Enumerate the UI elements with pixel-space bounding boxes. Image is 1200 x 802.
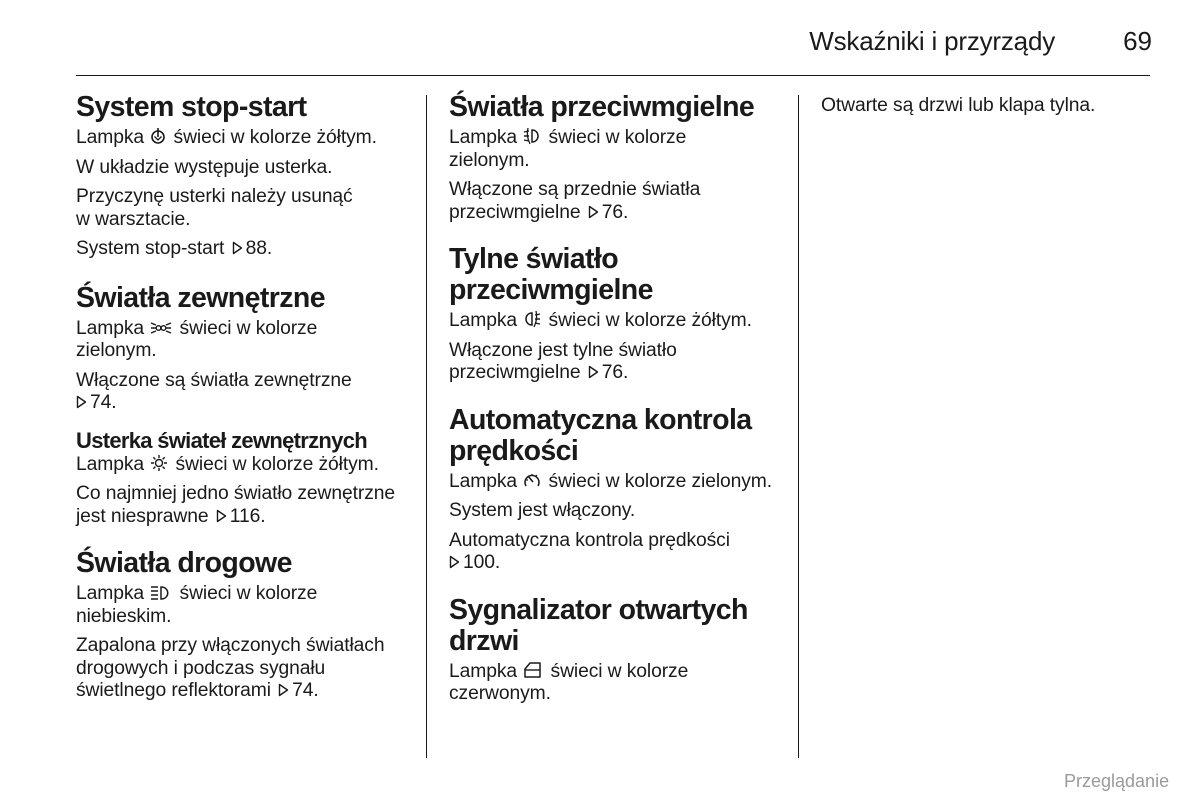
reference-arrow-icon [232,241,243,255]
open-door-icon [523,661,543,679]
section-title: Światła drogowe [76,547,292,579]
bulb-fault-icon [150,454,168,472]
section-exterior-lights [76,283,416,415]
reference-arrow-icon [588,205,599,219]
column-divider [426,95,427,758]
text: świetlnego reflektorami [76,680,271,701]
reference-arrow-icon [449,555,460,569]
paragraph [449,471,789,494]
text: Przyczynę usterki należy usunąć [76,186,353,207]
title-line: Automatyczna kontrola [449,403,752,436]
text: przeciwmgielne [449,362,581,383]
title-line: przeciwmgielne [449,274,653,306]
text: drogowych i podczas sygnału [76,657,326,679]
paragraph [449,310,789,333]
page-reference-link[interactable]: 88. [245,238,273,259]
text: przeciwmgielne [449,201,581,223]
paragraph: System jest włączony. [449,500,636,521]
title-line: Sygnalizator otwartych [449,593,748,626]
title-line: prędkości [449,434,579,467]
text: Lampka [449,127,517,148]
section-rear-fog-light [449,244,789,385]
paragraph [76,454,416,477]
section-title [449,244,789,306]
text: Zapalona przy włączonych światłach [76,635,385,656]
reference-arrow-icon [216,509,227,523]
text: Automatyczna kontrola prędkości [449,529,730,551]
paragraph [76,583,416,628]
text: w warsztacie. [76,208,191,230]
paragraph [76,370,416,415]
text: zielonym. [449,149,530,171]
rear-fog-icon [523,310,541,328]
section-title [449,405,789,467]
section-title: System stop-start [76,91,307,123]
paragraph [76,318,416,363]
paragraph [449,179,789,224]
text: Lampka [449,310,517,331]
text: świeci w kolorze [550,660,689,682]
paragraph [76,186,416,231]
text: zielonym. [76,340,157,361]
section-cruise-control [449,405,789,575]
column-2 [449,92,789,731]
column-3 [821,95,1151,125]
reference-arrow-icon [76,395,87,409]
page-number: 69 [1123,26,1152,56]
text: Lampka [76,453,144,475]
front-fog-icon [523,127,541,145]
section-title [449,595,789,657]
cruise-control-icon [523,471,541,489]
text: Co najmniej jedno światło zewnętrzne [76,483,395,504]
page-reference-link[interactable]: 116. [229,505,266,527]
text: świeci w kolorze żółtym. [175,453,379,475]
stop-start-icon [150,127,166,145]
text: świeci w kolorze żółtym. [173,127,377,148]
paragraph [449,340,789,385]
text: Włączone jest tylne światło [449,339,677,361]
title-line: Tylne światło [449,243,619,275]
paragraph [76,127,416,150]
text: niebieskim. [76,605,172,627]
paragraph [449,661,789,706]
text: jest niesprawne [76,505,209,527]
text: Włączone są przednie światła [449,179,701,200]
section-high-beam [76,548,416,703]
text: świeci w kolorze [179,317,318,339]
text: Lampka [449,470,517,492]
text: świeci w kolorze żółtym. [548,310,752,331]
browse-link[interactable]: Przeglądanie [1064,771,1170,791]
reference-arrow-icon [278,683,289,697]
paragraph [449,127,789,172]
subsection-title: Usterka świateł zewnętrznych [76,427,367,453]
text: Lampka [76,317,144,339]
column-1 [76,92,416,728]
section-exterior-light-fault [76,428,416,529]
page-reference-link[interactable]: 74. [292,680,319,701]
header-rule [76,75,1150,76]
text: Lampka [76,127,144,148]
section-door-open [449,595,789,706]
page-reference-link[interactable]: 100. [463,552,501,573]
paragraph: W układzie występuje usterka. [76,156,333,178]
section-title: Światła przeciwmgielne [449,91,755,123]
paragraph [449,530,789,575]
exterior-lights-icon [150,320,172,336]
section-front-fog-lights [449,92,789,224]
reference-arrow-icon [588,365,599,379]
page-reference-link[interactable]: 74. [90,392,117,413]
paragraph [76,635,416,703]
page-header-title: Wskaźniki i przyrządy [809,26,1055,56]
text: świeci w kolorze [548,127,687,148]
section-stop-start [76,92,416,261]
text: Lampka [449,660,517,682]
paragraph [76,238,416,261]
text: świeci w kolorze zielonym. [548,470,773,492]
page-reference-link[interactable]: 76. [601,362,629,383]
section-title: Światła zewnętrzne [76,281,325,314]
title-line: drzwi [449,624,519,657]
paragraph [76,483,416,528]
column-divider [798,95,799,758]
page-reference-link[interactable]: 76. [601,201,629,223]
high-beam-icon [150,585,172,601]
text: czerwonym. [449,683,551,704]
text: System stop-start [76,238,225,259]
text: świeci w kolorze [179,583,318,604]
text: Włączone są światła zewnętrzne [76,369,352,391]
paragraph: Otwarte są drzwi lub klapa tylna. [821,95,1096,116]
text: Lampka [76,583,144,604]
